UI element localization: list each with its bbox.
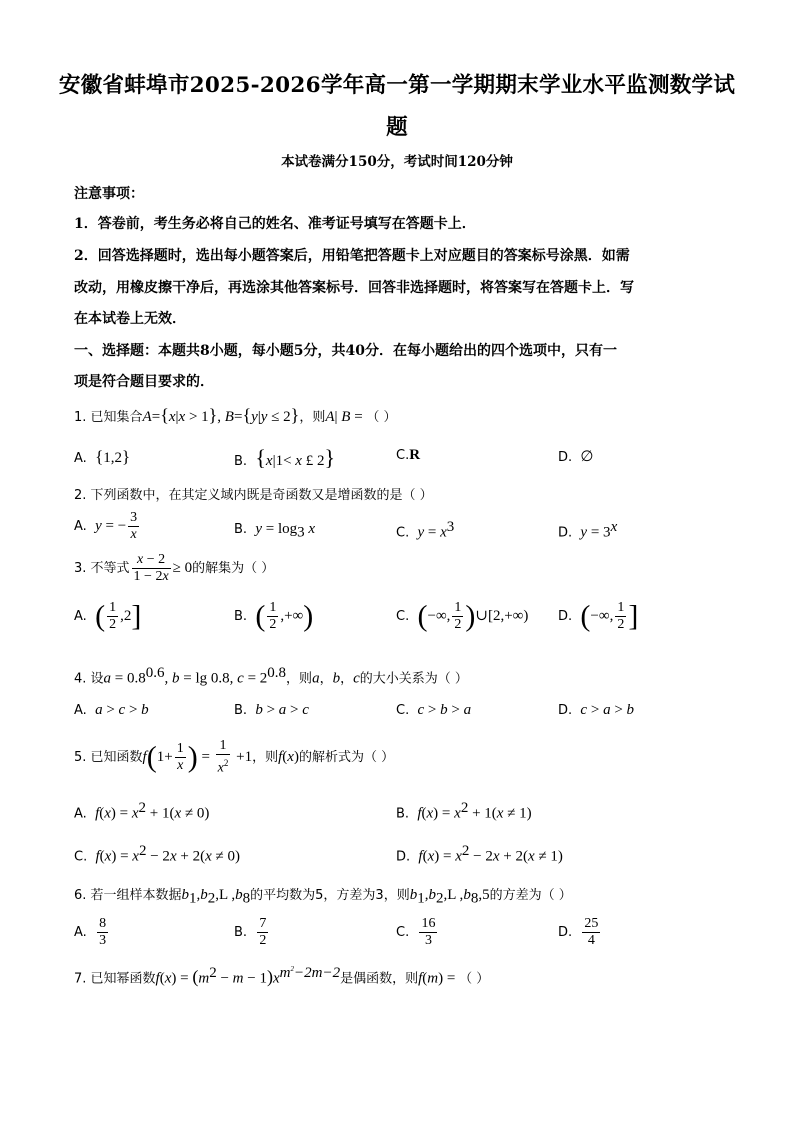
q4-prefix: 4. 设	[74, 671, 104, 687]
q3-suffix: 的解集为（ ）	[192, 561, 275, 576]
q3-option-c: C. (−∞, $\frac{1}{2}$ )∪[2,+∞)	[396, 599, 529, 633]
section-1-heading-line2: 项是符合题目要求的．	[74, 374, 214, 390]
q6-option-d: D. $\frac{25}{4}$	[558, 916, 599, 948]
note-1: 1．答卷前，考生务必将自己的姓名、准考证号填写在答题卡上．	[74, 216, 476, 232]
q6-option-c: C. $\frac{16}{3}$	[396, 916, 436, 948]
q1-suffix: （ ）	[366, 410, 397, 425]
q5-option-a: A. $f(x) = x^2 + 1(x \ne 0)$	[74, 800, 210, 822]
q7-suffix: （ ）	[459, 971, 490, 987]
q1-option-c: C.R	[396, 447, 421, 463]
note-2-line3: 在本试卷上无效．	[74, 311, 186, 327]
q5-option-d: D. $f(x) = x^2 - 2x + 2(x \ne 1)$	[396, 843, 563, 865]
q6-option-a: A. $\frac{8}{3}$	[74, 916, 107, 948]
q6-prefix: 6. 若一组样本数据	[74, 888, 182, 903]
q1-middle: ，则	[299, 410, 326, 425]
q1-option-a: A. {1,2}	[74, 447, 131, 466]
exam-title-line2: 题	[386, 115, 408, 140]
question-6: 6. 若一组样本数据$b_1,b_2,L$ $,b_8$的平均数为5，方差为3，则$b_1,b_2,L$ $,b_8,5$的方差为（ ）	[74, 887, 572, 907]
q6-suffix: 的方差为（ ）	[489, 888, 572, 903]
q2-option-a: A. y = − $\frac{3}{x}$	[74, 510, 138, 542]
note-2-line2: 改动，用橡皮擦干净后，再选涂其他答案标号．回答非选择题时，将答案写在答题卡上．写	[74, 280, 634, 296]
exam-title-line1: 安徽省蚌埠市2025-2026学年高一第一学期期末学业水平监测数学试	[58, 73, 736, 98]
q7-middle: 是偶函数，则	[340, 971, 419, 987]
notes-heading: 注意事项：	[74, 186, 144, 202]
q2-option-c: C. $y = x^3$	[396, 519, 455, 541]
q5-prefix: 5. 已知函数	[74, 749, 143, 765]
q6-option-b: B. $\frac{7}{2}$	[234, 916, 267, 948]
question-4: 4. 设$a = 0.8^{0.6}$, b = lg 0.8, $c = 2^{0.8}$，则a，b，c的大小关系为（ ）	[74, 665, 468, 687]
q2-option-d: D. $y = 3^x$	[558, 519, 618, 541]
q6-middle: 的平均数为5，方差为3，则	[250, 888, 410, 903]
question-3: 3. 不等式 $\frac{x - 2}{1 - 2x}$ ≥ 0的解集为（ ）	[74, 552, 275, 584]
q4-middle: ，则	[286, 671, 313, 687]
q4-option-a: A. a > c > b	[74, 702, 149, 718]
q5-suffix: 的解析式为（ ）	[298, 749, 395, 765]
q3-option-b: B. ( $\frac{1}{2}$ ,+∞)	[234, 599, 314, 633]
q4-option-d: D. c > a > b	[558, 702, 635, 718]
q1-option-b: B. {x|1< x £ 2}	[234, 445, 336, 470]
q7-prefix: 7. 已知幂函数	[74, 971, 156, 987]
q3-option-a: A. ( $\frac{1}{2}$ ,2]	[74, 599, 142, 633]
q4-option-c: C. c > b > a	[396, 702, 472, 718]
q1-prefix: 1. 已知集合	[74, 410, 143, 425]
q5-option-b: B. $f(x) = x^2 + 1(x \ne 1)$	[396, 800, 532, 822]
q2-option-b: B. $y = \log_3 x$	[234, 521, 316, 541]
q3-option-d: D. (−∞, $\frac{1}{2}$ ]	[558, 599, 639, 633]
q5-option-c: C. $f(x) = x^2 - 2x + 2(x \ne 0)$	[74, 843, 240, 865]
question-5: 5. 已知函数f(1+ $\frac{1}{x}$ ) = $\frac{1}{x^2}$ +1，则f(x)的解析式为（ ）	[74, 738, 395, 776]
exam-subtitle: 本试卷满分150分，考试时间120分钟	[281, 154, 513, 170]
q4-suffix: 的大小关系为（ ）	[359, 671, 468, 687]
q3-prefix: 3. 不等式	[74, 561, 130, 576]
q1-set-expression: A	[142, 409, 152, 425]
question-1: 1. 已知集合A={x|x > 1}, B={y|y ≤ 2}，则A| B = （ ）	[74, 405, 397, 425]
question-7: 7. 已知幂函数$f(x) = (m^2 - m - 1)x^{m^2-2m-2}$是偶函数，则f(m) = （ ）	[74, 965, 490, 987]
q1-option-d: D. ∅	[558, 449, 594, 465]
question-2: 2. 下列函数中，在其定义域内既是奇函数又是增函数的是（ ）	[74, 488, 433, 503]
section-1-heading-line1: 一、选择题：本题共8小题，每小题5分，共40分．在每小题给出的四个选项中，只有一	[74, 343, 617, 359]
q4-option-b: B. b > a > c	[234, 702, 309, 718]
q5-middle: ，则	[252, 749, 279, 765]
note-2-line1: 2．回答选择题时，选出每小题答案后，用铅笔把答题卡上对应题目的答案标号涂黑．如需	[74, 248, 630, 264]
